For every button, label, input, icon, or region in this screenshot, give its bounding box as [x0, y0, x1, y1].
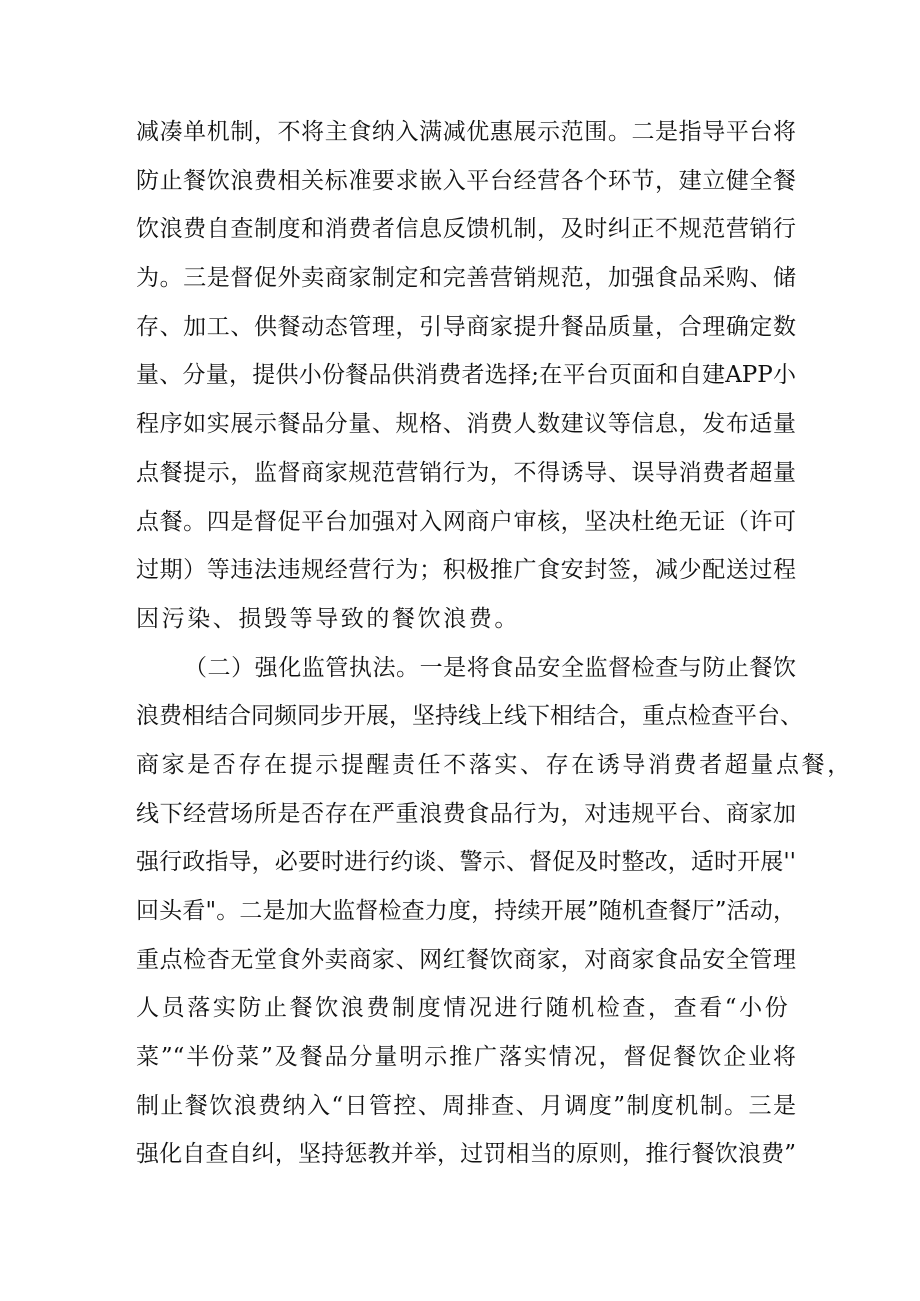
text-line: 强化自查自纠，坚持惩教并举，过罚相当的原则，推行餐饮浪费” [136, 1141, 796, 1168]
text-line: 存、加工、供餐动态管理，引导商家提升餐品质量，合理确定数 [136, 313, 796, 340]
text-line: 防止餐饮浪费相关标准要求嵌入平台经营各个环节，建立健全餐 [136, 167, 796, 194]
text-line: 制止餐饮浪费纳入“日管控、周排查、月调度”制度机制。三是 [136, 1092, 796, 1119]
text-line: 点餐提示，监督商家规范营销行为，不得诱导、误导消费者超量 [136, 459, 796, 486]
text-line: 回头看"。二是加大监督检查力度，持续开展”随机查餐厅”活动， [136, 898, 796, 924]
section-heading-line: （二）强化监管执法。一是将食品安全监督检查与防止餐饮 [184, 654, 796, 681]
text-line: 重点检杳无堂食外卖商家、网红餐饮商家，对商家食品安全管理 [136, 946, 796, 973]
text-line: 点餐。四是督促平台加强对入网商户审核，坚决杜绝无证（许可 [136, 508, 796, 535]
text-line: 菜”“半份菜”及餐品分量明示推广落实情况，督促餐饮企业将 [136, 1044, 796, 1071]
text-line: 量、分量，提供小份餐品供消费者选择;在平台页面和自建APP小 [136, 362, 796, 389]
text-line: 为。三是督促外卖商家制定和完善营销规范，加强食品采购、储 [136, 265, 796, 292]
text-line: 商家是否存在提示提醒责任不落实、存在诱导消费者超量点餐， [136, 751, 853, 778]
text-line: 过期）等违法违规经营行为；积极推广食安封签，减少配送过程 [136, 557, 796, 584]
body-text [136, 108, 853, 1179]
text-line: 线下经营场所是否存在严重浪费食品行为，对违规平台、商家加 [136, 800, 796, 827]
text-line: 强行政指导，必要时进行约谈、警示、督促及时整改，适时开展'' [136, 849, 796, 876]
text-line: 浪费相结合同频同步开展，坚持线上线下相结合，重点检查平台、 [136, 703, 803, 730]
text-line: 因污染、损毁等导致的餐饮浪费。 [136, 605, 520, 632]
text-line: 饮浪费自查制度和消费者信息反馈机制，及时纠正不规范营销行 [136, 216, 796, 243]
text-line: 程序如实展示餐品分量、规格、消费人数建议等信息，发布适量 [136, 411, 796, 438]
text-line: 减凑单机制，不将主食纳入满减优惠展示范围。二是指导平台将 [136, 119, 796, 145]
text-line: 人员落实防止餐饮浪费制度情况进行随机检查，查看“小份 [136, 995, 791, 1022]
